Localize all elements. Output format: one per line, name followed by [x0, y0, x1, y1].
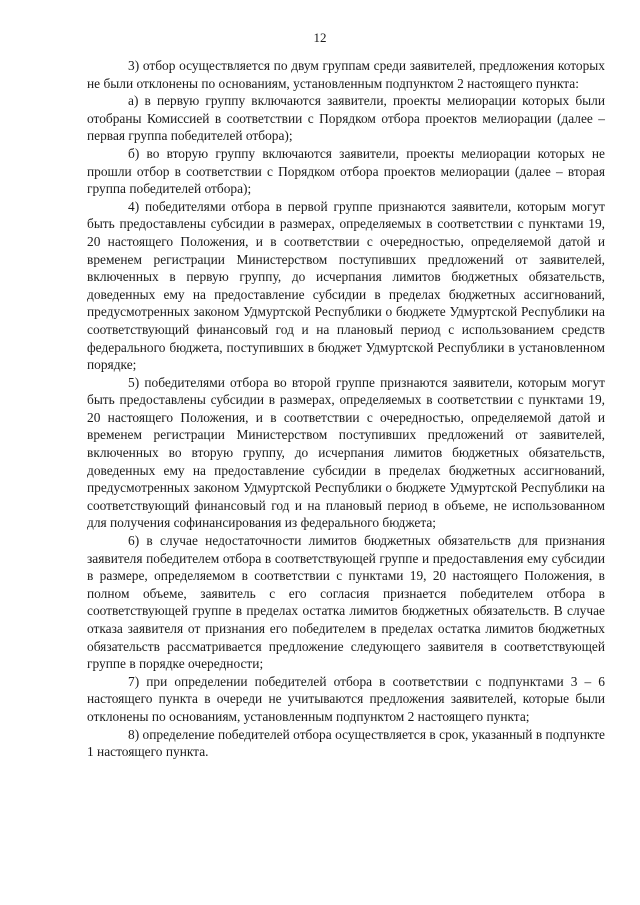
paragraph-item-4: 4) победителями отбора в первой группе признаются заявители, которым могут быть предоставлены субсидии в размерах, определяемых в соответствии с пунктами 19, 20 настоящего Положения, и в соответствии с очередностью, определяемой датой и временем регистрации Министерством поступивших предложений от заявителей, включенных в первую группу, до исчерпания лимитов бюджетных обязательств, доведенных ему на предоставление субсидии в пределах бюджетных ассигнований, предусмотренных законом Удмуртской Республики о бюджете Удмуртской Республики на соответствующий финансовый год и на плановый период с использованием средств федерального бюджета, поступивших в бюджет Удмуртской Республики в установленном порядке; — [87, 198, 605, 373]
paragraph-item-6: 6) в случае недостаточности лимитов бюджетных обязательств для признания заявителя победителем отбора в соответствующей группе и предоставления ему субсидии в размере, определяемом в соответствии с пунктами 19, 20 настоящего Положения, в полном объеме, заявитель с его согласия признается победителем отбора в соответствующей группе в пределах остатка лимитов бюджетных обязательств. В случае отказа заявителя от признания его победителем в пределах остатка лимитов бюджетных обязательств рассматривается предложение следующего заявителя в соответствующей группе в порядке очередности; — [87, 533, 605, 672]
paragraph-item-8: 8) определение победителей отбора осуществляется в срок, указанный в подпункте 1 настоящего пункта. — [87, 726, 605, 760]
paragraph-item-3: 3) отбор осуществляется по двум группам среди заявителей, предложения которых не были отклонены по основаниям, установленным подпунктом 2 настоящего пункта: — [87, 58, 605, 91]
paragraph-subitem-a: а) в первую группу включаются заявители, проекты мелиорации которых были отобраны Комиссией в соответствии с Порядком отбора проектов мелиорации (далее – первая группа победителей отбора); — [87, 93, 605, 144]
paragraph-item-7: 7) при определении победителей отбора в соответствии с подпунктами 3 – 6 настоящего пункта в очереди не учитываются предложения заявителей, которые были отклонены по основаниям, установленным подпунктом 2 настоящего пункта; — [87, 673, 605, 724]
document-body — [87, 57, 605, 761]
paragraph-subitem-b: б) во вторую группу включаются заявители, проекты мелиорации которых не прошли отбор в соответствии с Порядком отбора проектов мелиорации (далее – вторая группа победителей отбора); — [87, 145, 605, 197]
page-number: 12 — [313, 30, 327, 45]
paragraph-item-5: 5) победителями отбора во второй группе признаются заявители, которым могут быть предоставлены субсидии в размерах, определяемых в соответствии с пунктами 19, 20 настоящего Положения, и в соответствии с очередностью, определяемой датой и временем регистрации Министерством поступивших предложений от заявителей, включенных во вторую группу, до исчерпания лимитов бюджетных обязательств, доведенных ему на предоставление субсидии в пределах бюджетных ассигнований, предусмотренных законом Удмуртской Республики о бюджете Удмуртской Республики на соответствующий финансовый год и на плановый период в объеме, не использованном для получения софинансирования из федерального бюджета; — [87, 374, 605, 531]
